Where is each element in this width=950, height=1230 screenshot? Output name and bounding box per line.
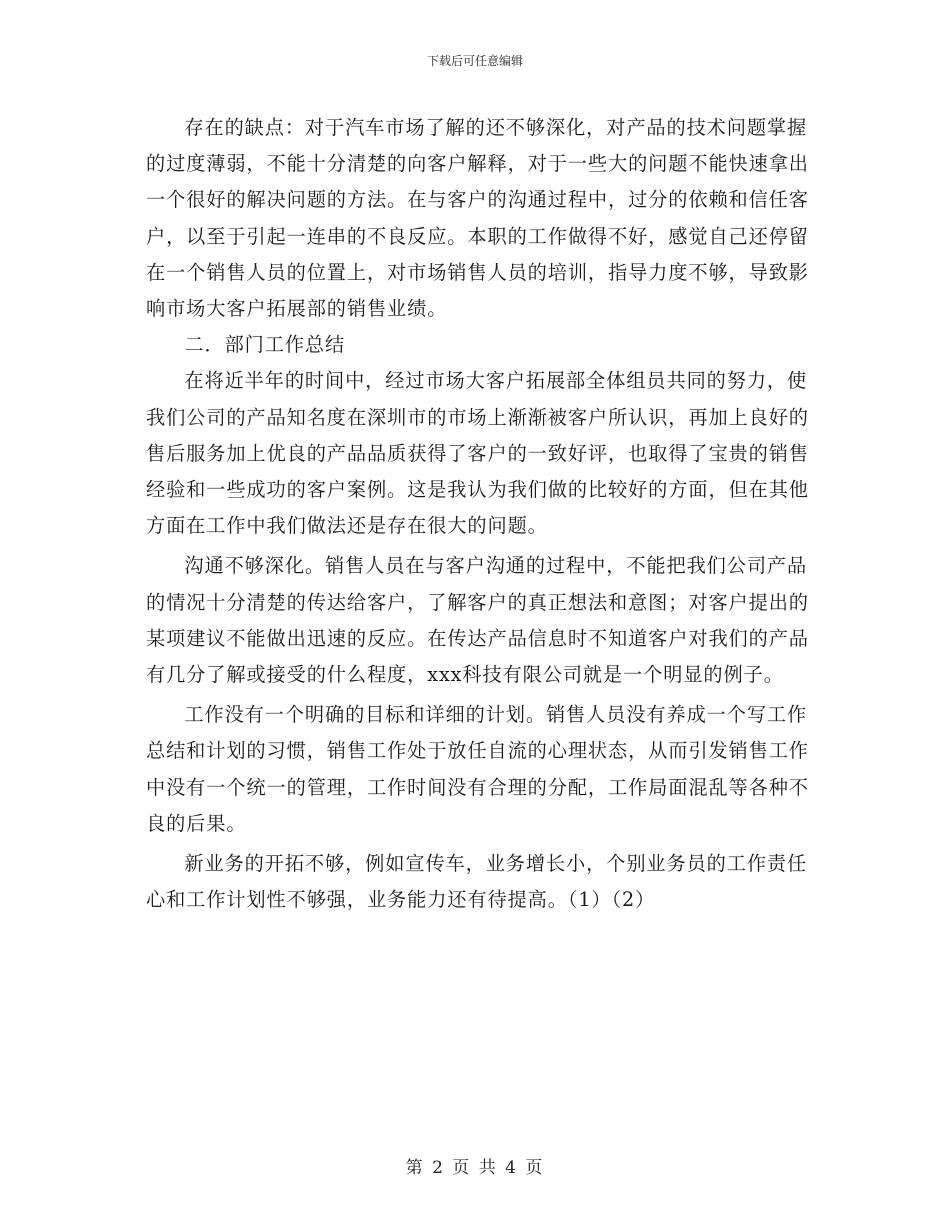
paragraph-half-year-review: 在将近半年的时间中，经过市场大客户拓展部全体组员共同的努力，使我们公司的产品知名度在深圳市的市场上渐渐被客户所认识，再加上良好的售后服务加上优良的产品品质获得了客户的一致好评，也取得了宝贵的销售经验和一些成功的客户案例。这是我认为我们做的比较好的方面，但在其他方面在工作中我们做法还是存在很大的问题。 [146, 369, 809, 538]
paragraph-communication: 沟通不够深化。销售人员在与客户沟通的过程中，不能把我们公司产品的情况十分清楚的传达给客户，了解客户的真正想法和意图；对客户提出的某项建议不能做出迅速的反应。在传达产品信息时不知道客户对我们的产品有几分了解或接受的什么程度，xxx科技有限公司就是一个明显的例子。 [146, 554, 809, 687]
section-heading-department-summary: 二．部门工作总结 [184, 333, 346, 357]
page-header: 下载后可任意编辑 [426, 54, 523, 68]
document-body [146, 110, 811, 918]
paragraph-planning: 工作没有一个明确的目标和详细的计划。销售人员没有养成一个写工作总结和计划的习惯，销售工作处于放任自流的心理状态，从而引发销售工作中没有一个统一的管理，工作时间没有合理的分配，工作局面混乱等各种不良的后果。 [146, 703, 809, 835]
paragraph-shortcomings: 存在的缺点：对于汽车市场了解的还不够深化，对产品的技术问题掌握的过度薄弱，不能十分清楚的向客户解释，对于一些大的问题不能快速拿出一个很好的解决问题的方法。在与客户的沟通过程中，过分的依赖和信任客户，以至于引起一连串的不良反应。本职的工作做得不好，感觉自己还停留在一个销售人员的位置上，对市场销售人员的培训，指导力度不够，导致影响市场大客户拓展部的销售业绩。 [146, 116, 809, 321]
paragraph-new-business: 新业务的开拓不够，例如宣传车，业务增长小，个别业务员的工作责任心和工作计划性不够强，业务能力还有待提高。（1）（2） [146, 852, 808, 912]
page-number-footer: 第 2 页 共 4 页 [405, 1158, 545, 1178]
